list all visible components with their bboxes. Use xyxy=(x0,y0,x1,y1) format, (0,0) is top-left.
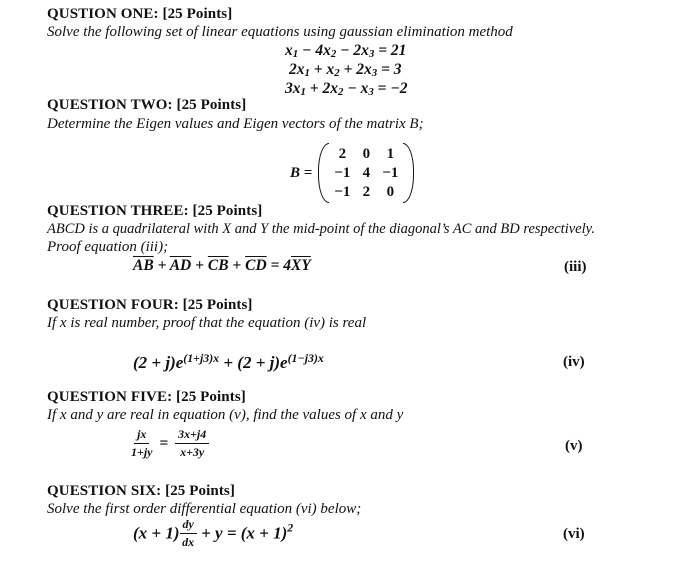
q6-equation-number: (vi) xyxy=(563,526,585,542)
matrix-cell: 0 xyxy=(362,145,371,162)
q3-prompt-line1: ABCD is a quadrilateral with X and Y the mid-point of the diagonal’s AC and BD respectively. xyxy=(47,221,595,237)
q5-equation: $\frac{jx}{1+jy}$ = $\frac{3x+j4}{x+3y}$ xyxy=(131,427,209,460)
lhs-fraction: $\frac{jx}{1+jy}$ xyxy=(131,427,153,459)
matrix-cell: 1 xyxy=(386,145,395,162)
q1-heading: QUSTION ONE: [25 Points] xyxy=(47,6,233,22)
matrix-cell: −1 xyxy=(334,183,351,200)
matrix-grid xyxy=(329,145,403,202)
q4-prompt: If x is real number, proof that the equation (iv) is real xyxy=(47,315,367,331)
q6-equation: (x + 1) $\frac{dy}{dx}$ + $y = (x + 1)^2$ xyxy=(133,517,294,549)
q6-heading: QUESTION SIX: [25 Points] xyxy=(47,483,235,499)
q1-equation-3: $3x_1 + 2x_2 - x_3 = -2$ xyxy=(285,80,408,98)
left-paren xyxy=(318,143,329,203)
q4-equation-number: (iv) xyxy=(563,354,585,370)
matrix-cell: −1 xyxy=(382,164,399,181)
matrix-cell: 2 xyxy=(338,145,347,162)
q1-prompt: Solve the following set of linear equations using gaussian elimination method xyxy=(47,24,513,40)
q1-equation-1: $x_1 - 4x_2 - 2x_3 = 21$ xyxy=(285,42,407,60)
derivative-fraction: $\frac{dy}{dx}$ xyxy=(180,517,197,550)
matrix-cell: 2 xyxy=(362,183,371,200)
q5-prompt: If x and y are real in equation (v), find the values of x and y xyxy=(47,407,404,423)
matrix-label: B = xyxy=(290,164,313,181)
q3-heading: QUESTION THREE: [25 Points] xyxy=(47,203,263,219)
q4-heading: QUESTION FOUR: [25 Points] xyxy=(47,297,253,313)
q5-equation-number: (v) xyxy=(565,438,583,454)
q2-matrix xyxy=(290,143,414,203)
matrix-cell: 0 xyxy=(386,183,395,200)
q4-equation: $(2 + j)e^{(1+j3)x} + (2 + j)e^{(1-j3)x}$ xyxy=(133,351,324,372)
q5-heading: QUESTION FIVE: [25 Points] xyxy=(47,389,246,405)
matrix-cell: −1 xyxy=(334,164,351,181)
matrix-cell: 4 xyxy=(362,164,371,181)
q2-prompt: Determine the Eigen values and Eigen vectors of the matrix B; xyxy=(47,116,424,132)
q2-heading: QUESTION TWO: [25 Points] xyxy=(47,97,247,113)
q3-prompt-line2: Proof equation (iii); xyxy=(47,239,169,255)
q3-equation: $\overline{AB} + \overline{AD} + \overline{CB} + \overline{CD} = 4\overline{XY}$ xyxy=(133,257,311,274)
q6-prompt: Solve the first order differential equation (vi) below; xyxy=(47,501,362,517)
right-paren xyxy=(403,143,414,203)
q1-equation-2: $2x_1 + x_2 + 2x_3 = 3$ xyxy=(289,61,402,79)
rhs-fraction: $\frac{3x+j4}{x+3y}$ xyxy=(175,427,209,460)
q3-equation-number: (iii) xyxy=(564,259,587,275)
